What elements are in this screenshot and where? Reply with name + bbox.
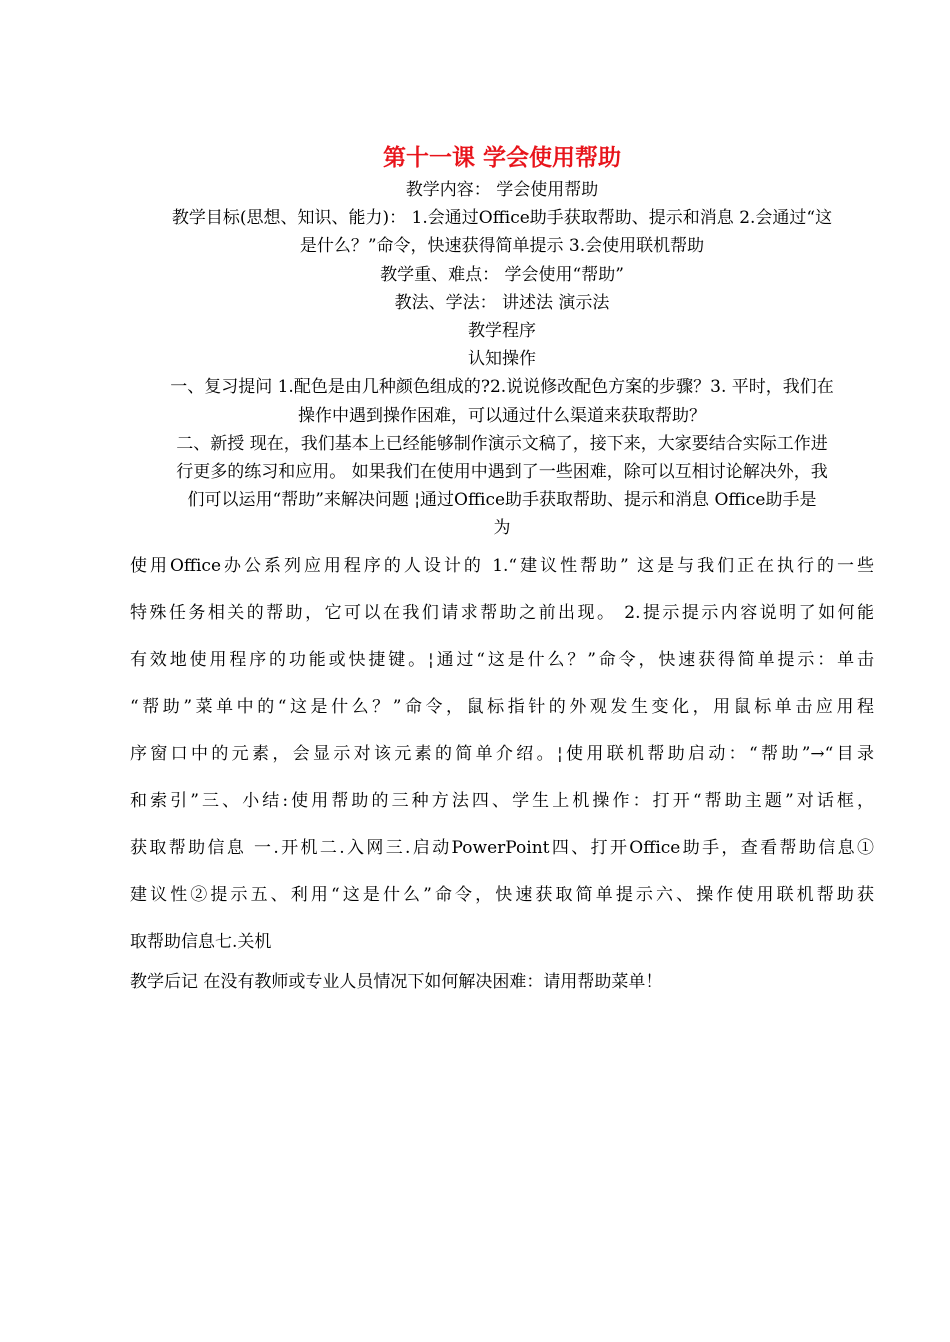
post-lesson-note: 教学后记 在没有教师或专业人员情况下如何解决困难：请用帮助菜单！ bbox=[130, 971, 663, 992]
teaching-procedure-heading: 教学程序 bbox=[468, 321, 536, 342]
teaching-content: 教学内容： 学会使用帮助 bbox=[405, 180, 599, 200]
body-line-9: 取帮助信息七.关机 bbox=[130, 931, 272, 952]
review-questions-line-2: 操作中遇到操作困难，可以通过什么渠道来获取帮助？ bbox=[298, 405, 706, 426]
teaching-methods: 教法、学法： 讲述法 演示法 bbox=[394, 292, 610, 313]
body-line-1: 使用Office办公系列应用程序的人设计的 1.“建议性帮助” 这是与我们正在执行的一些 bbox=[130, 555, 874, 576]
body-line-7: 获取帮助信息 一.开机二.入网三.启动PowerPoint四、打开Office助手，查看帮助信息① bbox=[130, 837, 874, 858]
cognitive-operation-heading: 认知操作 bbox=[468, 349, 536, 370]
body-line-8: 建议性②提示五、利用“这是什么”命令，快速获取简单提示六、操作使用联机帮助获 bbox=[130, 884, 874, 905]
teaching-goals-line-1: 教学目标(思想、知识、能力)： 1.会通过Office助手获取帮助、提示和消息 2.会通过“这 bbox=[171, 208, 833, 229]
body-line-4: “帮助”菜单中的“这是什么？”命令，鼠标指针的外观发生变化，用鼠标单击应用程 bbox=[130, 696, 874, 717]
review-questions-line-1: 一、复习提问 1.配色是由几种颜色组成的?2.说说修改配色方案的步骤？3. 平时，我们在 bbox=[170, 377, 834, 398]
lesson-title: 第十一课 学会使用帮助 bbox=[382, 144, 621, 171]
body-line-2: 特殊任务相关的帮助，它可以在我们请求帮助之前出现。 2.提示提示内容说明了如何能 bbox=[130, 602, 874, 623]
new-lesson-line-4: 为 bbox=[493, 518, 511, 539]
teaching-goals-line-2: 是什么？”命令，快速获得简单提示 3.会使用联机帮助 bbox=[299, 236, 705, 257]
document-page bbox=[130, 140, 874, 996]
new-lesson-line-1: 二、新授 现在，我们基本上已经能够制作演示文稿了，接下来，大家要结合实际工作进 bbox=[176, 433, 828, 454]
new-lesson-line-3: 们可以运用“帮助”来解决问题 ¦通过Office助手获取帮助、提示和消息 Office助手是 bbox=[187, 490, 817, 511]
body-line-5: 序窗口中的元素，会显示对该元素的简单介绍。¦使用联机帮助启动：“帮助”→“目录 bbox=[130, 743, 874, 764]
body-line-3: 有效地使用程序的功能或快捷键。¦通过“这是什么？”命令，快速获得简单提示：单击 bbox=[130, 649, 874, 670]
key-difficult-points: 教学重、难点： 学会使用“帮助” bbox=[380, 264, 624, 285]
new-lesson-line-2: 行更多的练习和应用。 如果我们在使用中遇到了一些困难，除可以互相讨论解决外，我 bbox=[176, 462, 828, 483]
body-line-6: 和索引”三、小结:使用帮助的三种方法四、学生上机操作：打开“帮助主题”对话框， bbox=[130, 790, 874, 811]
